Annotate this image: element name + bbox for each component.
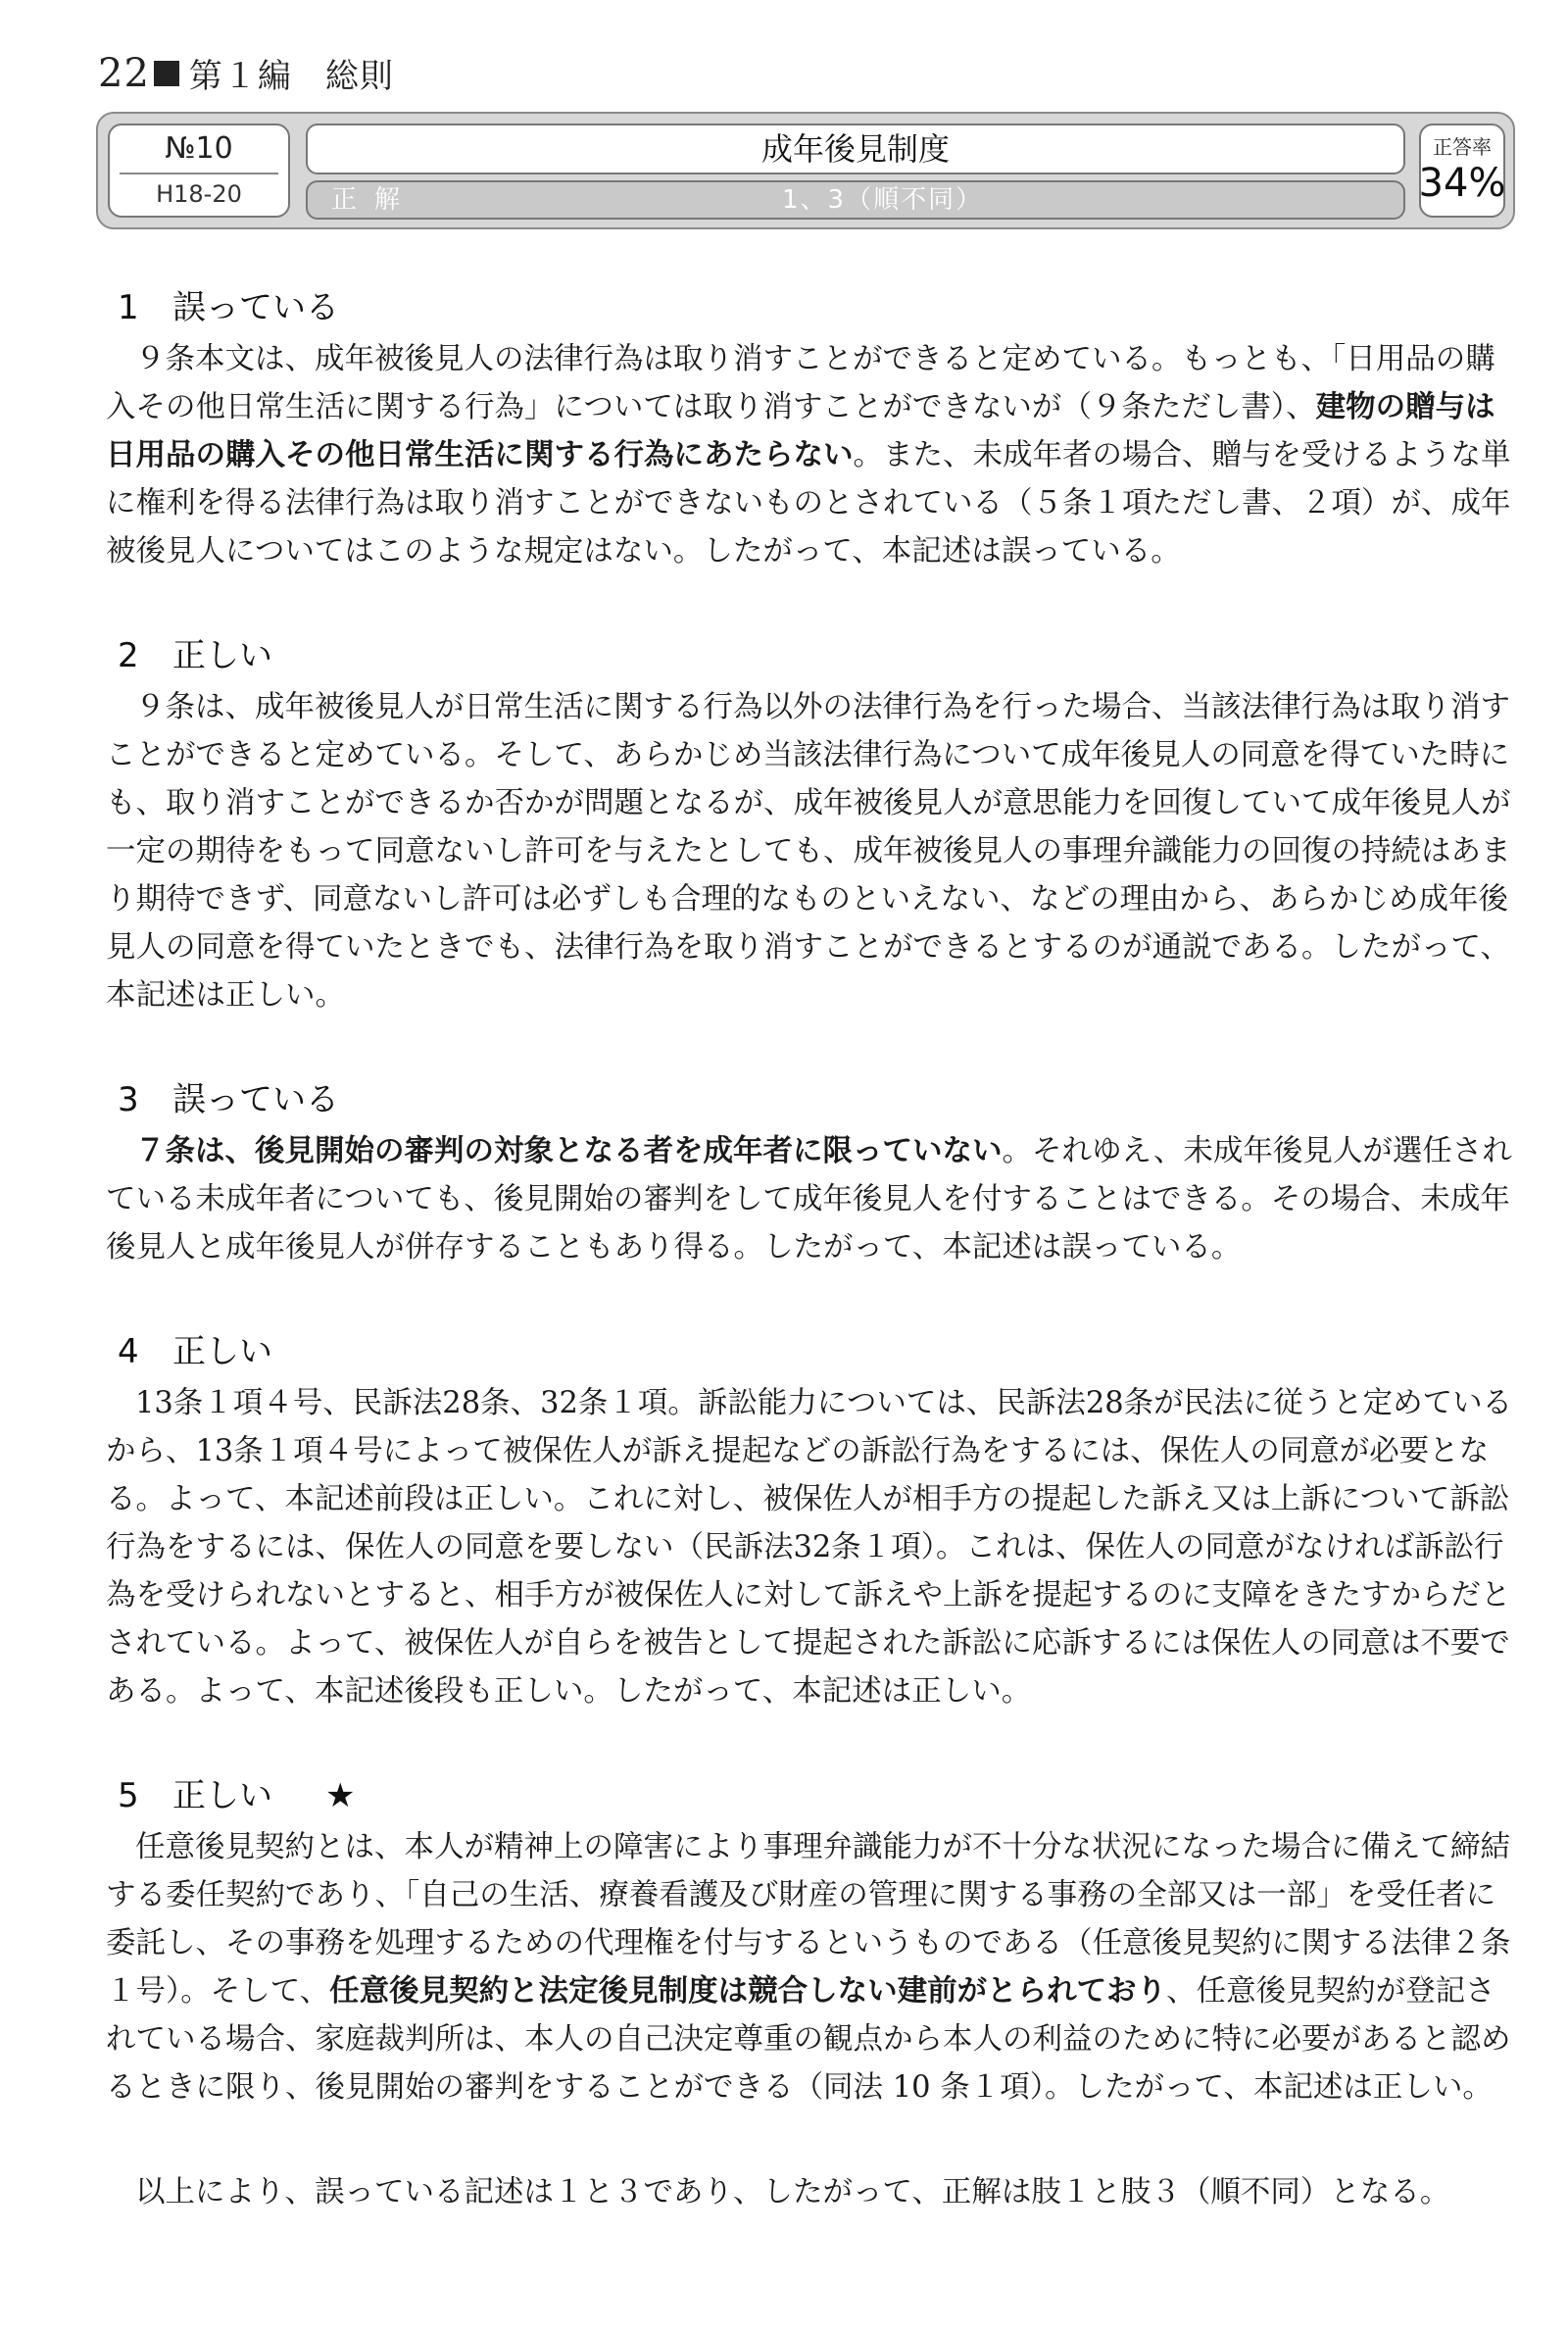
section-number: 1: [118, 288, 139, 327]
section-body: ９条は、成年被後見人が日常生活に関する行為以外の法律行為を行った場合、当該法律行為は取り消すことができると定めている。そして、あらかじめ当該法律行為について成年後見人の同意を得ていた時にも、取り消すことができるか否かが問題となるが、成年被後見人が意思能力を回復していて成年後見人が一定の期待をもって同意ないし許可を与えたとしても、成年被後見人の事理弁識能力の回復の持続はあまり期待できず、同意ないし許可は必ずしも合理的なものといえない、などの理由から、あらかじめ成年後見人の同意を得ていたときでも、法律行為を取り消すことができるとするのが通説である。したがって、本記述は正しい。: [106, 690, 1511, 1013]
correct-rate-value: 34%: [1418, 161, 1506, 206]
correct-rate-box: [1419, 124, 1505, 218]
section-number: 2: [118, 636, 139, 675]
section-number: 3: [118, 1080, 139, 1119]
divider: [120, 173, 278, 174]
answer-label: 正解: [331, 185, 418, 215]
explanation-section-4: [106, 1328, 1517, 1715]
page-number: 22: [98, 50, 150, 96]
chapter-label: 第１編: [188, 57, 292, 96]
body-text: 任意後見契約とは、本人が精神上の障害により事理弁識能力が不十分な状況になった場合に備えて締結する委任契約であり、「自己の生活、療養看護及び財産の管理に関する事務の全部又は一部」を受任者に委託し、その事務を処理するための代理権を付与するというものである（任意後見契約に関する法律２条１号）。そして、: [106, 1830, 1511, 2009]
section-verdict: 誤っている: [172, 1080, 339, 1119]
section-verdict: 正しい: [172, 1332, 272, 1371]
emphasis-text: 任意後見契約と法定後見制度は競合しない建前がとられており: [329, 1974, 1167, 2009]
section-body: 13条１項４号、民訴法28条、32条１項。訴訟能力については、民訴法28条が民法に従うと定めているから、13条１項４号によって被保佐人が訴え提起などの訴訟行為をするには、保佐人の同意が必要となる。よって、本記述前段は正しい。これに対し、被保佐人が相手方の提起した訴え又は上訴について訴訟行為をするには、保佐人の同意を要しない（民訴法32条１項）。これは、保佐人の同意がなければ訴訟行為を受けられないとすると、相手方が被保佐人に対して訴えや上訴を提起するのに支障をきたすからだとされている。よって、被保佐人が自らを被告として提起された訴訟に応訴するには保佐人の同意は不要である。よって、本記述後段も正しい。したがって、本記述は正しい。: [106, 1386, 1513, 1709]
section-body: [106, 1127, 1517, 1271]
question-title: 成年後見制度: [306, 124, 1405, 174]
section-heading: [106, 1772, 1517, 1819]
answer-bar: [306, 180, 1405, 220]
section-heading: [106, 1076, 1517, 1123]
section-heading: [106, 632, 1517, 679]
body-text: 。それゆえ、未成年後見人が選任されている未成年者についても、後見開始の審判をして成年後見人を付することはできる。その場合、未成年後見人と成年後見人が併存することもあり得る。したがって、本記述は誤っている。: [106, 1134, 1512, 1265]
section-label: 総則: [324, 57, 394, 96]
emphasis-text: 建物の贈与は日用品の購入その他日常生活に関する行為にあたらない: [106, 390, 1495, 472]
section-number: 4: [118, 1332, 139, 1371]
page-header: [98, 49, 394, 97]
question-year-code: H18-20: [156, 180, 242, 208]
question-info-box: [96, 112, 1515, 229]
correct-rate-label: 正答率: [1433, 135, 1492, 159]
body-text: 。また、未成年者の場合、贈与を受けるような単に権利を得る法律行為は取り消すことができないものとされている（５条１項ただし書、２項）が、成年被後見人についてはこのような規定はない。したがって、本記述は誤っている。: [106, 438, 1511, 569]
section-verdict: 正しい: [172, 636, 272, 675]
explanation-content: [106, 284, 1517, 2216]
question-number-box: [108, 124, 290, 218]
star-icon: ★: [325, 1776, 356, 1815]
explanation-section-3: [106, 1076, 1517, 1271]
section-body: [106, 335, 1517, 575]
section-verdict: 誤っている: [172, 288, 339, 327]
explanation-section-2: [106, 632, 1517, 1019]
conclusion-text: 以上により、誤っている記述は１と３であり、したがって、正解は肢１と肢３（順不同）となる。: [135, 2175, 1450, 2209]
page-marker-square: [154, 61, 179, 86]
explanation-section-5: [106, 1772, 1517, 2111]
body-text: ９条本文は、成年被後見人の法律行為は取り消すことができると定めている。もっとも、「日用品の購入その他日常生活に関する行為」については取り消すことができないが（９条ただし書）、: [106, 342, 1495, 424]
answer-value: 1、3（順不同）: [782, 185, 984, 215]
section-body: [106, 1823, 1517, 2111]
body-text: 、任意後見契約が登記されている場合、家庭裁判所は、本人の自己決定尊重の観点から本人の利益のために特に必要があると認めるときに限り、後見開始の審判をすることができる（同法 10 条１項）。したがって、本記述は正しい。: [106, 1974, 1511, 2105]
section-heading: [106, 1328, 1517, 1375]
section-heading: [106, 284, 1517, 331]
emphasis-text: ７条は、後見開始の審判の対象となる者を成年者に限っていない: [135, 1134, 1003, 1168]
section-verdict: 正しい: [172, 1776, 272, 1815]
question-number: №10: [165, 131, 233, 166]
section-number: 5: [118, 1776, 139, 1815]
explanation-section-1: [106, 284, 1517, 575]
